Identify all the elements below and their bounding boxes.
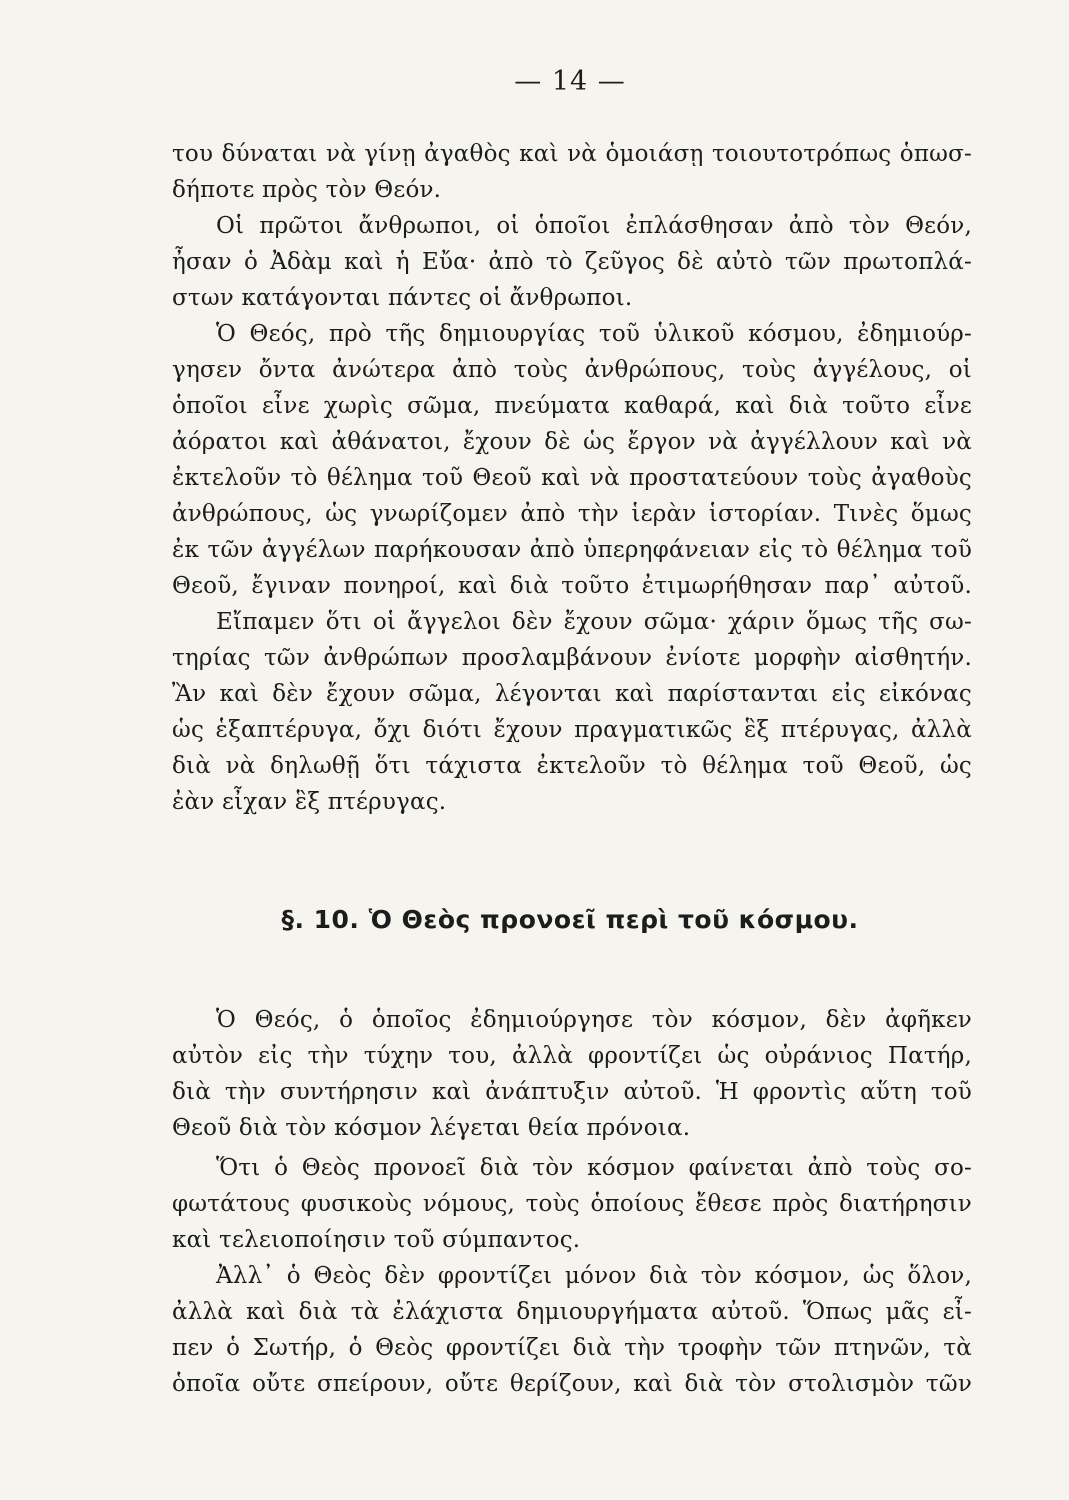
text-line: φωτάτους φυσικοὺς νόμους, τοὺς ὁποίους ἔθεσε πρὸς διατήρησιν xyxy=(172,1191,972,1217)
text-line: ἐκτελοῦν τὸ θέλημα τοῦ Θεοῦ καὶ νὰ προστατεύουν τοὺς ἀγαθοὺς xyxy=(172,465,972,491)
text-line: διὰ νὰ δηλωθῇ ὅτι τάχιστα ἐκτελοῦν τὸ θέλημα τοῦ Θεοῦ, ὡς xyxy=(172,753,972,779)
text-line: Ὁ Θεός, πρὸ τῆς δημιουργίας τοῦ ὑλικοῦ κόσμου, ἐδημιούρ- xyxy=(216,321,972,347)
text-line: καὶ τελειοποίησιν τοῦ σύμπαντος. xyxy=(172,1227,581,1253)
text-line: Θεοῦ διὰ τὸν κόσμον λέγεται θεία πρόνοια. xyxy=(172,1115,691,1141)
text-line: Εἴπαμεν ὅτι οἱ ἄγγελοι δὲν ἔχουν σῶμα· χάριν ὅμως τῆς σω- xyxy=(216,609,972,635)
text-line: ἀνθρώπους, ὡς γνωρίζομεν ἀπὸ τὴν ἱερὰν ἱστορίαν. Τινὲς ὅμως xyxy=(172,501,972,527)
text-line: ὁποῖα οὔτε σπείρουν, οὔτε θερίζουν, καὶ διὰ τὸν στολισμὸν τῶν xyxy=(172,1371,972,1397)
text-line: Ὅτι ὁ Θεὸς προνοεῖ διὰ τὸν κόσμον φαίνεται ἀπὸ τοὺς σο- xyxy=(216,1155,972,1181)
section-heading: §. 10. Ὁ Θεὸς προνοεῖ περὶ τοῦ κόσμου. xyxy=(281,905,859,934)
text-line: στων κατάγονται πάντες οἱ ἄνθρωποι. xyxy=(172,285,633,311)
text-line: Ἂν καὶ δὲν ἔχουν σῶμα, λέγονται καὶ παρίστανται εἰς εἰκόνας xyxy=(172,681,972,707)
text-line: Ἀλλ᾽ ὁ Θεὸς δὲν φροντίζει μόνον διὰ τὸν κόσμον, ὡς ὅλον, xyxy=(216,1263,972,1289)
text-line: πεν ὁ Σωτήρ, ὁ Θεὸς φροντίζει διὰ τὴν τροφὴν τῶν πτηνῶν, τὰ xyxy=(172,1335,972,1361)
text-line: ἐκ τῶν ἀγγέλων παρήκουσαν ἀπὸ ὑπερηφάνειαν εἰς τὸ θέλημα τοῦ xyxy=(172,537,972,563)
text-line: του δύναται νὰ γίνῃ ἀγαθὸς καὶ νὰ ὁμοιάσῃ τοιουτοτρόπως ὁπωσ- xyxy=(172,141,972,167)
text-line: τηρίας τῶν ἀνθρώπων προσλαμβάνουν ἐνίοτε μορφὴν αἰσθητήν. xyxy=(172,645,972,671)
text-line: δήποτε πρὸς τὸν Θεόν. xyxy=(172,177,442,203)
text-line: ὡς ἑξαπτέρυγα, ὄχι διότι ἔχουν πραγματικῶς ἓξ πτέρυγας, ἀλλὰ xyxy=(172,717,972,743)
text-line: διὰ τὴν συντήρησιν καὶ ἀνάπτυξιν αὐτοῦ. Ἡ φροντὶς αὕτη τοῦ xyxy=(172,1079,972,1105)
text-line: ἀόρατοι καὶ ἀθάνατοι, ἔχουν δὲ ὡς ἔργον νὰ ἀγγέλλουν καὶ νὰ xyxy=(172,429,972,455)
text-line: Ὁ Θεός, ὁ ὁποῖος ἐδημιούργησε τὸν κόσμον, δὲν ἀφῆκεν xyxy=(216,1007,972,1033)
text-line: ὁποῖοι εἶνε χωρὶς σῶμα, πνεύματα καθαρά, καὶ διὰ τοῦτο εἶνε xyxy=(172,393,972,419)
page-number: — 14 — xyxy=(514,66,626,97)
text-line: γησεν ὄντα ἀνώτερα ἀπὸ τοὺς ἀνθρώπους, τοὺς ἀγγέλους, οἱ xyxy=(172,357,972,383)
text-line: Θεοῦ, ἔγιναν πονηροί, καὶ διὰ τοῦτο ἐτιμωρήθησαν παρ᾽ αὐτοῦ. xyxy=(172,573,972,599)
text-line: ἦσαν ὁ Ἀδὰμ καὶ ἡ Εὔα· ἀπὸ τὸ ζεῦγος δὲ αὐτὸ τῶν πρωτοπλά- xyxy=(172,249,972,275)
text-line: αὐτὸν εἰς τὴν τύχην του, ἀλλὰ φροντίζει ὡς οὐράνιος Πατήρ, xyxy=(172,1043,972,1069)
text-line: ἀλλὰ καὶ διὰ τὰ ἐλάχιστα δημιουργήματα αὐτοῦ. Ὅπως μᾶς εἶ- xyxy=(172,1299,972,1325)
text-line: ἐὰν εἶχαν ἓξ πτέρυγας. xyxy=(172,789,447,815)
text-line: Οἱ πρῶτοι ἄνθρωποι, οἱ ὁποῖοι ἐπλάσθησαν ἀπὸ τὸν Θεόν, xyxy=(216,213,972,239)
